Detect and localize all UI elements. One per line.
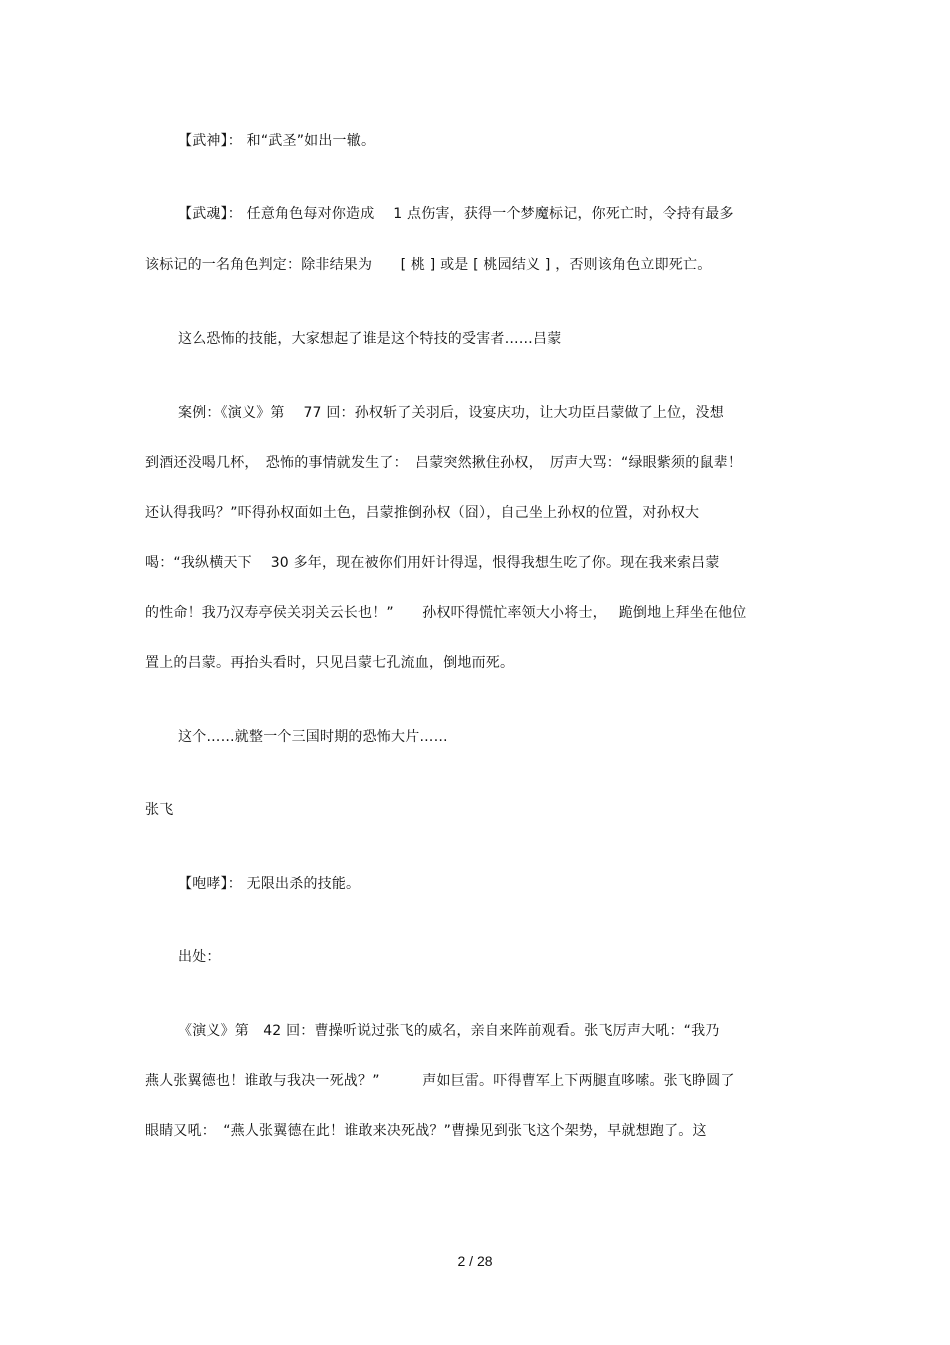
paragraph-source-line2: 燕人张翼德也！谁敢与我决一死战？” 声如巨雷。吓得曹军上下两腿直哆嗦。张飞睁圆了 [145, 1073, 735, 1089]
paragraph-source-line3: 眼睛又吼： “燕人张翼德在此！谁敢来决死战？”曹操见到张飞这个架势，早就想跑了。这 [145, 1123, 707, 1139]
paragraph-case-line3: 还认得我吗？”吓得孙权面如土色，吕蒙推倒孙权（囧），自己坐上孙权的位置，对孙权大 [145, 505, 700, 521]
paragraph-wuhun-line1: 【武魂】： 任意角色每对你造成 1 点伤害，获得一个梦魔标记，你死亡时，令持有最多 [178, 206, 734, 222]
paragraph-horror: 这个……就整一个三国时期的恐怖大片…… [178, 729, 448, 745]
paragraph-source-line1: 《演义》第 42 回：曹操听说过张飞的威名，亲自来阵前观看。张飞厉声大吼：“我乃 [178, 1023, 720, 1039]
page-number: 2 / 28 [457, 1253, 493, 1269]
paragraph-case-line1: 案例：《演义》第 77 回：孙权斩了关羽后，设宴庆功，让大功臣吕蒙做了上位，没想 [178, 405, 724, 421]
paragraph-wushen: 【武神】： 和“武圣”如出一辙。 [178, 133, 376, 149]
section-heading-zhangfei: 张飞 [145, 802, 174, 818]
paragraph-case-line2: 到酒还没喝几杯， 恐怖的事情就发生了： 吕蒙突然揪住孙权， 厉声大骂：“绿眼紫须的鼠辈！ [145, 455, 743, 471]
paragraph-paoxiao: 【咆哮】： 无限出杀的技能。 [178, 876, 361, 892]
paragraph-victim: 这么恐怖的技能，大家想起了谁是这个特技的受害者……吕蒙 [178, 331, 562, 347]
paragraph-source-label: 出处： [178, 949, 221, 965]
paragraph-wuhun-line2: 该标记的一名角色判定：除非结果为 [ 桃 ] 或是 [ 桃园结义 ] ，否则该角色立即死亡。 [145, 257, 712, 273]
paragraph-case-line5: 的性命！我乃汉寿亭侯关羽关云长也！” 孙权吓得慌忙率领大小将士， 跪倒地上拜坐在他位 [145, 605, 747, 621]
paragraph-case-line6: 置上的吕蒙。再抬头看时，只见吕蒙七孔流血，倒地而死。 [145, 655, 515, 671]
paragraph-case-line4: 喝：“我纵横天下 30 多年，现在被你们用奸计得逞，恨得我想生吃了你。现在我来索吕蒙 [145, 555, 720, 571]
